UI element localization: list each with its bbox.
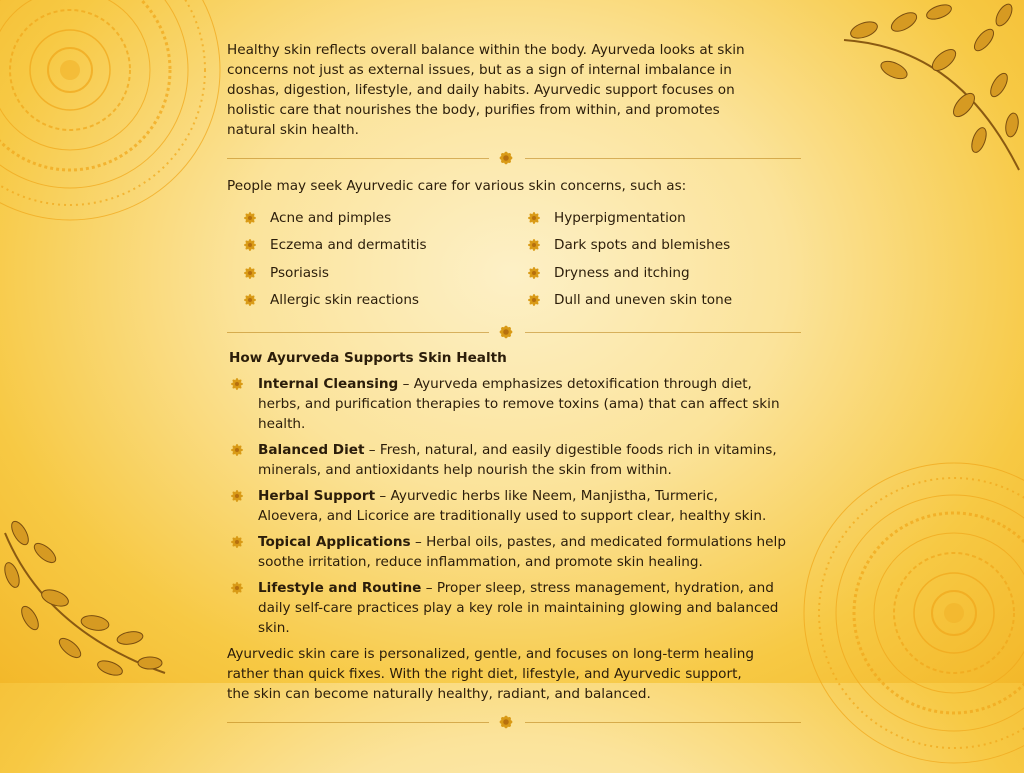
support-item-text	[258, 374, 786, 434]
flower-bullet-icon	[229, 442, 245, 458]
support-item-text	[258, 532, 786, 572]
list-item	[229, 532, 807, 572]
list-item	[242, 232, 526, 260]
flower-divider-icon	[495, 711, 517, 733]
list-item	[526, 232, 806, 260]
section-heading: How Ayurveda Supports Skin Health	[229, 350, 507, 366]
mandala-icon	[794, 453, 1024, 773]
flower-bullet-icon	[242, 292, 258, 308]
support-item-title: Topical Applications	[258, 534, 411, 550]
list-item-label: Acne and pimples	[270, 209, 392, 226]
list-item-label: Allergic skin reactions	[270, 292, 420, 309]
flower-bullet-icon	[229, 376, 245, 392]
flower-bullet-icon	[229, 534, 245, 550]
support-item-title: Balanced Diet	[258, 442, 365, 458]
support-item-description: – Proper sleep, stress management, hydration, and daily self-care practices play a key role in maintaining glowing and balanced skin.	[258, 580, 779, 636]
list-item	[242, 287, 526, 315]
list-item-label: Dryness and itching	[554, 264, 690, 281]
flower-bullet-icon	[229, 580, 245, 596]
section-divider	[227, 324, 807, 340]
list-item-label: Dark spots and blemishes	[554, 237, 731, 254]
list-item	[229, 486, 807, 526]
concerns-intro: People may seek Ayurvedic care for various skin concerns, such as:	[227, 178, 687, 194]
support-item-title: Herbal Support	[258, 488, 376, 504]
list-item	[526, 204, 806, 232]
list-item-label: Hyperpigmentation	[554, 209, 686, 226]
section-divider	[227, 150, 807, 166]
support-item-text	[258, 578, 786, 638]
concerns-list	[242, 204, 807, 314]
flower-bullet-icon	[229, 488, 245, 504]
article	[227, 40, 807, 740]
flower-bullet-icon	[242, 265, 258, 281]
flower-bullet-icon	[526, 292, 542, 308]
leaf-branch-icon	[0, 513, 170, 683]
list-item-label: Dull and uneven skin tone	[554, 292, 733, 309]
list-item	[526, 259, 806, 287]
support-item-description: – Ayurveda emphasizes detoxification through diet, herbs, and purification therapies to remove toxins (ama) that can affect skin health.	[258, 376, 780, 432]
support-item-description: – Fresh, natural, and easily digestible foods rich in vitamins, minerals, and antioxidants help nourish the skin from within.	[258, 442, 777, 478]
flower-divider-icon	[495, 321, 517, 343]
mandala-icon	[0, 0, 230, 230]
leaf-branch-icon	[834, 0, 1024, 190]
support-item-text	[258, 486, 786, 526]
list-item	[242, 259, 526, 287]
list-item	[229, 578, 807, 638]
list-item-label: Eczema and dermatitis	[270, 237, 427, 254]
support-list	[229, 374, 807, 638]
support-item-title: Internal Cleansing	[258, 376, 399, 392]
flower-bullet-icon	[242, 237, 258, 253]
support-item-description: – Ayurvedic herbs like Neem, Manjistha, Turmeric, Aloevera, and Licorice are traditionally used to support clear, healthy skin.	[258, 488, 767, 524]
list-item	[229, 440, 807, 480]
closing-paragraph: Ayurvedic skin care is personalized, gentle, and focuses on long-term healing rather than quick fixes. With the right diet, lifestyle, and Ayurvedic support, the skin can become naturally healthy, radiant, and balanced.	[227, 646, 754, 702]
intro-paragraph: Healthy skin reflects overall balance within the body. Ayurveda looks at skin concerns not just as external issues, but as a sign of internal imbalance in doshas, digestion, lifestyle, and daily habits. Ayurvedic support focuses on holistic care that nourishes the body, purifies from within, and promotes natural skin health.	[227, 42, 745, 138]
flower-bullet-icon	[526, 237, 542, 253]
flower-bullet-icon	[526, 265, 542, 281]
list-item	[242, 204, 526, 232]
support-item-description: – Herbal oils, pastes, and medicated formulations help soothe irritation, reduce inflammation, and promote skin healing.	[258, 534, 786, 570]
support-item-title: Lifestyle and Routine	[258, 580, 422, 596]
flower-divider-icon	[495, 147, 517, 169]
list-item	[526, 287, 806, 315]
section-divider	[227, 714, 807, 730]
flower-bullet-icon	[526, 210, 542, 226]
list-item-label: Psoriasis	[270, 264, 329, 281]
list-item	[229, 374, 807, 434]
support-item-text	[258, 440, 786, 480]
flower-bullet-icon	[242, 210, 258, 226]
